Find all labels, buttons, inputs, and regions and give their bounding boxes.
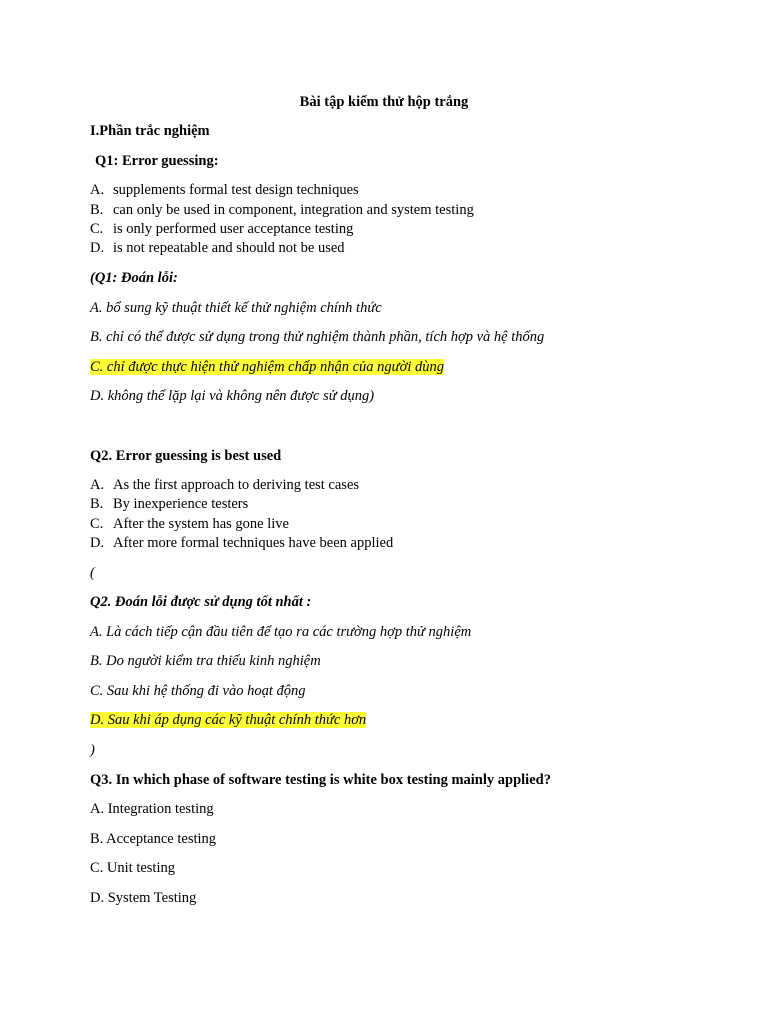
q1-vi-option-d: D. không thể lặp lại và không nên được sử dụng)	[90, 388, 375, 404]
document-title: Bài tập kiểm thử hộp trắng	[299, 94, 469, 110]
q2-option-c-text: After the system has gone live	[113, 516, 289, 532]
q2-option-a-letter: A.	[90, 477, 105, 493]
q3-option-c: C. Unit testing	[90, 860, 175, 876]
q2-option-d	[90, 534, 393, 552]
q1-vi-option-c-text: C. chỉ được thực hiện thử nghiệm chấp nhận của người dùng	[90, 359, 444, 375]
q1-option-b-letter: B.	[90, 202, 104, 218]
q2-open-paren: (	[90, 565, 95, 581]
q2-option-a	[90, 476, 359, 494]
q3-question: Q3. In which phase of software testing is white box testing mainly applied?	[90, 772, 551, 788]
q1-option-b	[90, 201, 474, 219]
q1-option-d	[90, 239, 345, 257]
q2-question: Q2. Error guessing is best used	[90, 448, 282, 464]
q1-option-b-text: can only be used in component, integration and system testing	[113, 202, 474, 218]
q2-option-d-letter: D.	[90, 535, 105, 551]
q1-option-d-letter: D.	[90, 240, 105, 256]
q1-vi-option-b: B. chỉ có thể được sử dụng trong thử nghiệm thành phần, tích hợp và hệ thống	[90, 329, 545, 345]
q2-vi-option-b: B. Do người kiểm tra thiếu kinh nghiệm	[90, 653, 321, 669]
q1-option-a-text: supplements formal test design techniques	[113, 182, 359, 198]
q3-option-b: B. Acceptance testing	[90, 831, 217, 847]
q2-vi-option-c: C. Sau khi hệ thống đi vào hoạt động	[90, 683, 306, 699]
q1-vi-option-a: A. bổ sung kỹ thuật thiết kế thử nghiệm chính thức	[90, 300, 382, 316]
q1-option-c	[90, 220, 353, 238]
q1-option-d-text: is not repeatable and should not be used	[113, 240, 345, 256]
q2-option-b-letter: B.	[90, 496, 104, 512]
section-heading: I.Phần trắc nghiệm	[90, 123, 210, 139]
q1-question: Q1: Error guessing:	[95, 153, 219, 169]
q1-option-c-letter: C.	[90, 221, 104, 237]
q1-vi-question: (Q1: Đoán lỗi:	[90, 270, 178, 286]
q2-option-b	[90, 495, 248, 513]
q2-option-a-text: As the first approach to deriving test cases	[113, 477, 360, 493]
q1-option-a	[90, 181, 359, 199]
q2-vi-option-d-highlighted	[90, 711, 366, 729]
q2-option-d-text: After more formal techniques have been applied	[113, 535, 394, 551]
q2-close-paren: )	[90, 742, 95, 758]
q3-option-a: A. Integration testing	[90, 801, 214, 817]
q1-vi-option-c-highlighted	[90, 358, 444, 376]
q3-option-d: D. System Testing	[90, 890, 197, 906]
q2-vi-question: Q2. Đoán lỗi được sử dụng tốt nhất :	[90, 594, 312, 610]
q2-option-c-letter: C.	[90, 516, 104, 532]
q1-option-a-letter: A.	[90, 182, 105, 198]
q2-option-b-text: By inexperience testers	[113, 496, 249, 512]
q2-option-c	[90, 515, 289, 533]
q1-option-c-text: is only performed user acceptance testing	[113, 221, 354, 237]
q2-vi-option-a: A. Là cách tiếp cận đầu tiên để tạo ra các trường hợp thử nghiệm	[90, 624, 472, 640]
q2-vi-option-d-text: D. Sau khi áp dụng các kỹ thuật chính thức hơn	[90, 712, 367, 728]
